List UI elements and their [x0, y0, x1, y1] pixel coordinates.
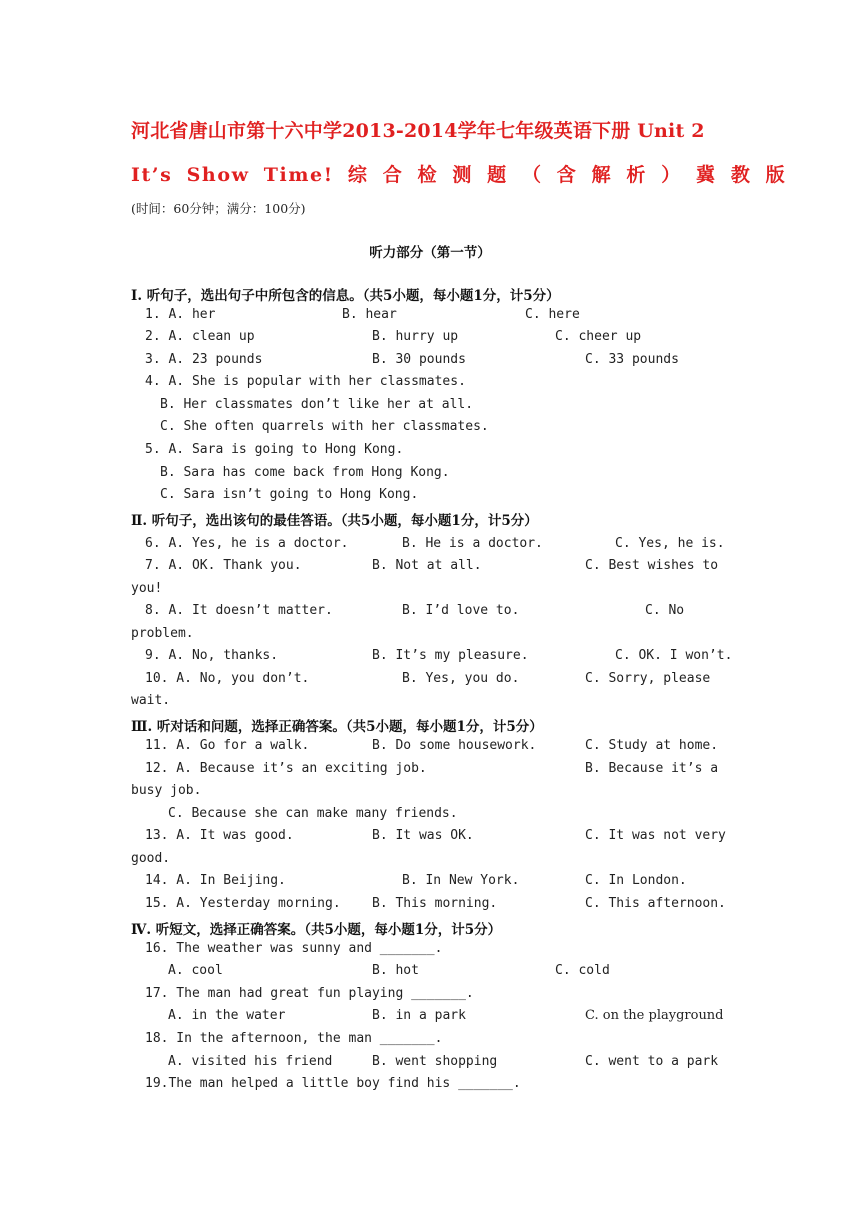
q8-option-a: 8. A. It doesn’t matter.: [145, 603, 333, 618]
q5-option-b: B. Sara has come back from Hong Kong.: [160, 465, 450, 480]
q5-option-a: 5. A. Sara is going to Hong Kong.: [145, 442, 404, 457]
q11-option-a: 11. A. Go for a walk.: [145, 738, 310, 753]
q13-option-b: B. It was OK.: [372, 828, 474, 843]
q12-option-c: C. Because she can make many friends.: [168, 806, 458, 821]
q4-option-b: B. Her classmates don’t like her at all.: [160, 397, 474, 412]
q15-option-c: C. This afternoon.: [585, 896, 726, 911]
q14-option-a: 14. A. In Beijing.: [145, 873, 286, 888]
q2-option-a: 2. A. clean up: [145, 329, 255, 344]
q12-option-a: 12. A. Because it’s an exciting job.: [145, 761, 427, 776]
q15-option-b: B. This morning.: [372, 896, 498, 911]
q17-option-a: A. in the water: [168, 1008, 286, 1023]
section-heading-1: Ⅰ. 听句子，选出句子中所包含的信息。（共5小题，每小题1分，计5分）: [131, 288, 560, 304]
q16-option-c: C. cold: [555, 963, 610, 978]
time-score-info: (时间：60分钟；满分：100分): [131, 201, 306, 216]
q18-option-a: A. visited his friend: [168, 1054, 333, 1069]
q10-option-c-cont: wait.: [131, 693, 171, 708]
q12-option-b-cont: busy job.: [131, 783, 202, 798]
q3-option-b: B. 30 pounds: [372, 352, 466, 367]
q17-option-b: B. in a park: [372, 1008, 466, 1023]
q11-option-c: C. Study at home.: [585, 738, 719, 753]
document-title-line1: 河北省唐山市第十六中学2013-2014学年七年级英语下册 Unit 2: [131, 120, 705, 142]
q18-option-c: C. went to a park: [585, 1054, 719, 1069]
q10-option-c: C. Sorry, please: [585, 671, 711, 686]
q7-option-c-cont: you!: [131, 581, 163, 596]
q8-option-c: C. No: [645, 603, 685, 618]
q3-option-a: 3. A. 23 pounds: [145, 352, 263, 367]
q17-stem: 17. The man had great fun playing _______.: [145, 986, 474, 1001]
q9-option-b: B. It’s my pleasure.: [372, 648, 529, 663]
q1-option-a: 1. A. her: [145, 307, 216, 322]
section-heading-2: Ⅱ. 听句子，选出该句的最佳答语。（共5小题，每小题1分，计5分）: [131, 513, 538, 529]
q16-stem: 16. The weather was sunny and _______.: [145, 941, 443, 956]
q5-option-c: C. Sara isn’t going to Hong Kong.: [160, 487, 419, 502]
q18-stem: 18. In the afternoon, the man _______.: [145, 1031, 443, 1046]
q8-option-b: B. I’d love to.: [402, 603, 520, 618]
q16-option-a: A. cool: [168, 963, 223, 978]
q7-option-a: 7. A. OK. Thank you.: [145, 558, 302, 573]
q9-option-c: C. OK. I won’t.: [615, 648, 733, 663]
part-title: 听力部分（第一节）: [369, 245, 491, 261]
q10-option-b: B. Yes, you do.: [402, 671, 520, 686]
q6-option-b: B. He is a doctor.: [402, 536, 543, 551]
q13-option-c: C. It was not very: [585, 828, 726, 843]
q11-option-b: B. Do some housework.: [372, 738, 537, 753]
q19-stem: 19.The man helped a little boy find his _______.: [145, 1076, 521, 1091]
q16-option-b: B. hot: [372, 963, 419, 978]
document-title-line2: It’s Show Time! 综 合 检 测 题 （ 含 解 析 ） 冀 教 版: [131, 164, 787, 186]
q14-option-b: B. In New York.: [402, 873, 520, 888]
q13-option-c-cont: good.: [131, 851, 171, 866]
q6-option-c: C. Yes, he is.: [615, 536, 725, 551]
q13-option-a: 13. A. It was good.: [145, 828, 294, 843]
section-heading-4: Ⅳ. 听短文，选择正确答案。（共5小题，每小题1分，计5分）: [131, 922, 502, 938]
q7-option-c: C. Best wishes to: [585, 558, 719, 573]
q1-option-b: B. hear: [342, 307, 397, 322]
section-heading-3: Ⅲ. 听对话和问题，选择正确答案。（共5小题，每小题1分，计5分）: [131, 719, 543, 735]
q12-option-b: B. Because it’s a: [585, 761, 719, 776]
q3-option-c: C. 33 pounds: [585, 352, 679, 367]
q9-option-a: 9. A. No, thanks.: [145, 648, 279, 663]
q8-option-c-cont: problem.: [131, 626, 194, 641]
q14-option-c: C. In London.: [585, 873, 687, 888]
q15-option-a: 15. A. Yesterday morning.: [145, 896, 341, 911]
q2-option-c: C. cheer up: [555, 329, 642, 344]
q17-option-c: C. on the playground: [585, 1008, 724, 1023]
q2-option-b: B. hurry up: [372, 329, 459, 344]
q4-option-a: 4. A. She is popular with her classmates.: [145, 374, 466, 389]
q1-option-c: C. here: [525, 307, 580, 322]
q6-option-a: 6. A. Yes, he is a doctor.: [145, 536, 349, 551]
q7-option-b: B. Not at all.: [372, 558, 482, 573]
q4-option-c: C. She often quarrels with her classmates.: [160, 419, 489, 434]
q18-option-b: B. went shopping: [372, 1054, 498, 1069]
q10-option-a: 10. A. No, you don’t.: [145, 671, 310, 686]
